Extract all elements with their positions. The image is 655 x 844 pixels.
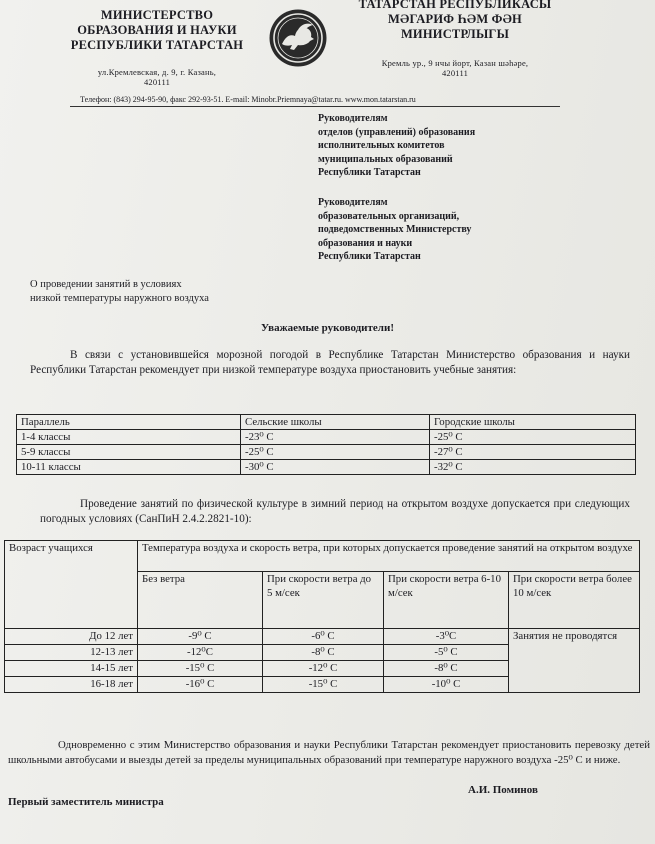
class-suspension-table [16, 414, 636, 475]
greeting: Уважаемые руководители! [261, 322, 394, 334]
table-cell: -16⁰ С [138, 677, 263, 693]
physical-education-table [4, 540, 640, 693]
ministry-name-tatar [340, 0, 570, 78]
table-cell: 12-13 лет [5, 645, 138, 661]
addressee-line: муниципальных образований [318, 153, 453, 165]
table-cell: -27⁰ С [430, 445, 636, 460]
address-line: 420111 [143, 77, 171, 87]
addressee-line: образования и науки [318, 237, 413, 249]
table-cell: -3⁰С [384, 629, 509, 645]
table-cell: 10-11 классы [17, 460, 241, 475]
ministry-line: МИНИСТЕРСТВО [100, 8, 214, 22]
table-row [5, 629, 640, 645]
table-cell: -15⁰ С [263, 677, 384, 693]
signatory-name: А.И. Поминов [468, 784, 538, 796]
table-cell: -15⁰ С [138, 661, 263, 677]
ministry-address-russian [58, 67, 256, 87]
table-cell: До 12 лет [5, 629, 138, 645]
table-cell: -30⁰ С [241, 460, 430, 475]
table-cell: -12⁰С [138, 645, 263, 661]
table-cell: 16-18 лет [5, 677, 138, 693]
table-cell: 5-9 классы [17, 445, 241, 460]
addressee-block-1 [318, 112, 475, 180]
table-header-row [17, 415, 636, 430]
address-line: Кремль ур., 9 нчы йорт, Казан шәһәре, [381, 58, 529, 68]
ministry-line: ОБРАЗОВАНИЯ И НАУКИ [77, 23, 237, 37]
table-cell: -10⁰ С [384, 677, 509, 693]
contacts-line: Телефон: (843) 294-95-90, факс 292-93-51. E-mail: Minobr.Priemnaya@tatar.ru. www.mon.tatarstan.ru [80, 95, 416, 104]
column-header: При скорости ветра более 10 м/сек [509, 572, 640, 629]
table-header-row [5, 541, 640, 572]
ministry-line: МИНИСТРЛЫГЫ [400, 27, 510, 41]
ministry-address-tatar [340, 58, 570, 78]
table-cell: -23⁰ С [241, 430, 430, 445]
column-group-header: Температура воздуха и скорость ветра, при которых допускается проведение занятий на открытом воздухе [138, 541, 640, 572]
table-cell: -25⁰ С [241, 445, 430, 460]
table-cell: -8⁰ С [384, 661, 509, 677]
addressee-line: исполнительных комитетов [318, 140, 445, 151]
header-divider [70, 106, 560, 107]
address-line: 420111 [441, 68, 469, 78]
table-cell: -8⁰ С [263, 645, 384, 661]
table-cell: -25⁰ С [430, 430, 636, 445]
tatarstan-emblem-icon [268, 8, 328, 68]
addressee-line: Руководителям [318, 113, 388, 124]
addressee-block-2 [318, 196, 471, 264]
ministry-name-russian [58, 8, 256, 87]
paragraph-transport: Одновременно с этим Министерство образования и науки Республики Татарстан рекомендует приостановить перевозку детей школьными автобусами и выезды детей за пределы муниципальных образований при температуре наружного воздуха -25⁰ С и ниже. [8, 739, 650, 766]
subject-line: О проведении занятий в условиях [30, 279, 182, 290]
column-header: Городские школы [430, 415, 636, 430]
column-header: Без ветра [138, 572, 263, 629]
table-row [17, 430, 636, 445]
ministry-line: ТАТАРСТАН РЕСПУБЛИКАСЫ [358, 0, 552, 11]
column-header: При скорости ветра 6-10 м/сек [384, 572, 509, 629]
no-classes-cell: Занятия не проводятся [509, 629, 640, 693]
ministry-line: РЕСПУБЛИКИ ТАТАРСТАН [70, 38, 244, 52]
table-row [17, 460, 636, 475]
addressee-line: отделов (управлений) образования [318, 126, 476, 138]
addressee-line: подведомственных Министерству [318, 224, 472, 235]
paragraph-physical-education: Проведение занятий по физической культуре в зимний период на открытом воздухе допускается при следующих погодных условиях (СанПиН 2.4.2.2821-10): [40, 498, 630, 525]
ministry-line: МӘГАРИФ ҺӘМ ФӘН [388, 12, 522, 26]
table-cell: -9⁰ С [138, 629, 263, 645]
subject-line: низкой температуры наружного воздуха [30, 292, 209, 304]
column-header: При скорости ветра до 5 м/сек [263, 572, 384, 629]
column-header: Возраст учащихся [5, 541, 138, 629]
paragraph-suspension: В связи с установившейся морозной погодой в Республике Татарстан Министерство образования и науки Республики Татарстан рекомендует при низкой температуре воздуха приостановить учебные занятия: [30, 349, 630, 376]
column-header: Сельские школы [241, 415, 430, 430]
addressee-line: Республики Татарстан [318, 251, 421, 262]
table-cell: -6⁰ С [263, 629, 384, 645]
addressee-line: образовательных организаций, [318, 210, 460, 222]
signatory-position: Первый заместитель министра [8, 796, 164, 808]
table-cell: -32⁰ С [430, 460, 636, 475]
letter-subject [30, 278, 209, 305]
column-header: Параллель [17, 415, 241, 430]
addressee-line: Руководителям [318, 197, 388, 208]
table-cell: -12⁰ С [263, 661, 384, 677]
table-cell: -5⁰ С [384, 645, 509, 661]
table-row [17, 445, 636, 460]
addressee-line: Республики Татарстан [318, 167, 421, 178]
address-line: ул.Кремлевская, д. 9, г. Казань, [97, 67, 217, 77]
table-cell: 1-4 классы [17, 430, 241, 445]
table-cell: 14-15 лет [5, 661, 138, 677]
